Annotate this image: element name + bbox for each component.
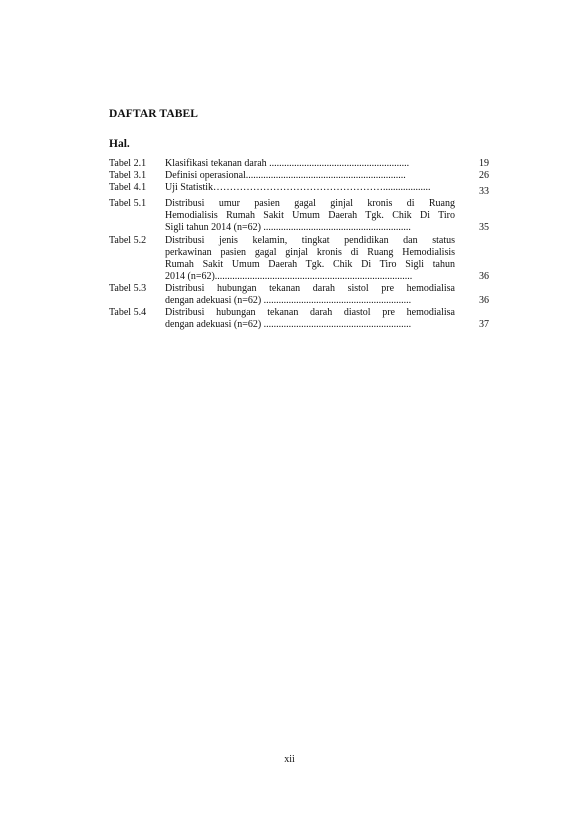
table-of-tables bbox=[109, 158, 489, 331]
entry-label: Tabel 4.1 bbox=[109, 182, 147, 194]
toc-entry[interactable] bbox=[109, 198, 489, 234]
entry-page-number: 37 bbox=[479, 319, 489, 331]
entry-page-number: 33 bbox=[479, 186, 489, 198]
entry-line: Definisi operasional................................................................ bbox=[165, 170, 406, 182]
entry-label: Tabel 5.3 bbox=[109, 282, 147, 294]
page-column-label: Hal. bbox=[109, 138, 130, 150]
entry-line: Distribusi hubungan tekanan darah sistol pre hemodialisa bbox=[165, 282, 455, 294]
entry-line: Sigli tahun 2014 (n=62) ........................................................... bbox=[165, 222, 411, 234]
entry-line: Rumah Sakit Umum Daerah Tgk. Chik Di Tiro Sigli tahun bbox=[165, 258, 455, 270]
entry-description bbox=[165, 182, 455, 198]
entry-line: 2014 (n=62)............................................................................... bbox=[165, 270, 413, 282]
toc-entry[interactable] bbox=[109, 170, 489, 182]
toc-entry[interactable] bbox=[109, 283, 489, 307]
entry-description bbox=[165, 283, 455, 307]
entry-page-number: 36 bbox=[479, 295, 489, 307]
entry-label: Tabel 2.1 bbox=[109, 158, 147, 169]
entry-label: Tabel 5.2 bbox=[109, 234, 147, 246]
entry-page-number: 19 bbox=[479, 158, 489, 169]
entry-description bbox=[165, 235, 455, 283]
entry-line: dengan adekuasi (n=62) ........................................................... bbox=[165, 295, 412, 307]
toc-entry[interactable] bbox=[109, 158, 489, 170]
entry-label: Tabel 5.4 bbox=[109, 307, 147, 319]
entry-description bbox=[165, 307, 455, 331]
page-number: xii bbox=[284, 754, 295, 765]
toc-entry[interactable] bbox=[109, 235, 489, 283]
document-heading: DAFTAR TABEL bbox=[109, 108, 199, 120]
entry-label: Tabel 5.1 bbox=[109, 198, 147, 210]
entry-page-number: 36 bbox=[479, 270, 489, 282]
toc-entry[interactable] bbox=[109, 182, 489, 198]
toc-entry[interactable] bbox=[109, 307, 489, 331]
entry-line: Uji Statistik……………………………………………................... bbox=[165, 182, 431, 194]
entry-line: perkawinan pasien gagal ginjal kronis di Ruang Hemodialisis bbox=[165, 246, 455, 258]
entry-line: Distribusi hubungan tekanan darah diastol pre hemodialisa bbox=[165, 307, 455, 319]
entry-description bbox=[165, 170, 455, 182]
entry-page-number: 35 bbox=[479, 222, 489, 234]
entry-line: Hemodialisis Rumah Sakit Umum Daerah Tgk. Chik Di Tiro bbox=[165, 210, 455, 222]
entry-line: Distribusi umur pasien gagal ginjal kronis di Ruang bbox=[165, 198, 455, 210]
entry-line: Klasifikasi tekanan darah ........................................................ bbox=[165, 158, 410, 169]
entry-description bbox=[165, 198, 455, 234]
entry-page-number: 26 bbox=[479, 170, 489, 182]
entry-line: Distribusi jenis kelamin, tingkat pendidikan dan status bbox=[165, 234, 455, 246]
entry-label: Tabel 3.1 bbox=[109, 170, 147, 182]
entry-line: dengan adekuasi (n=62) ........................................................... bbox=[165, 319, 412, 331]
entry-description bbox=[165, 158, 455, 170]
